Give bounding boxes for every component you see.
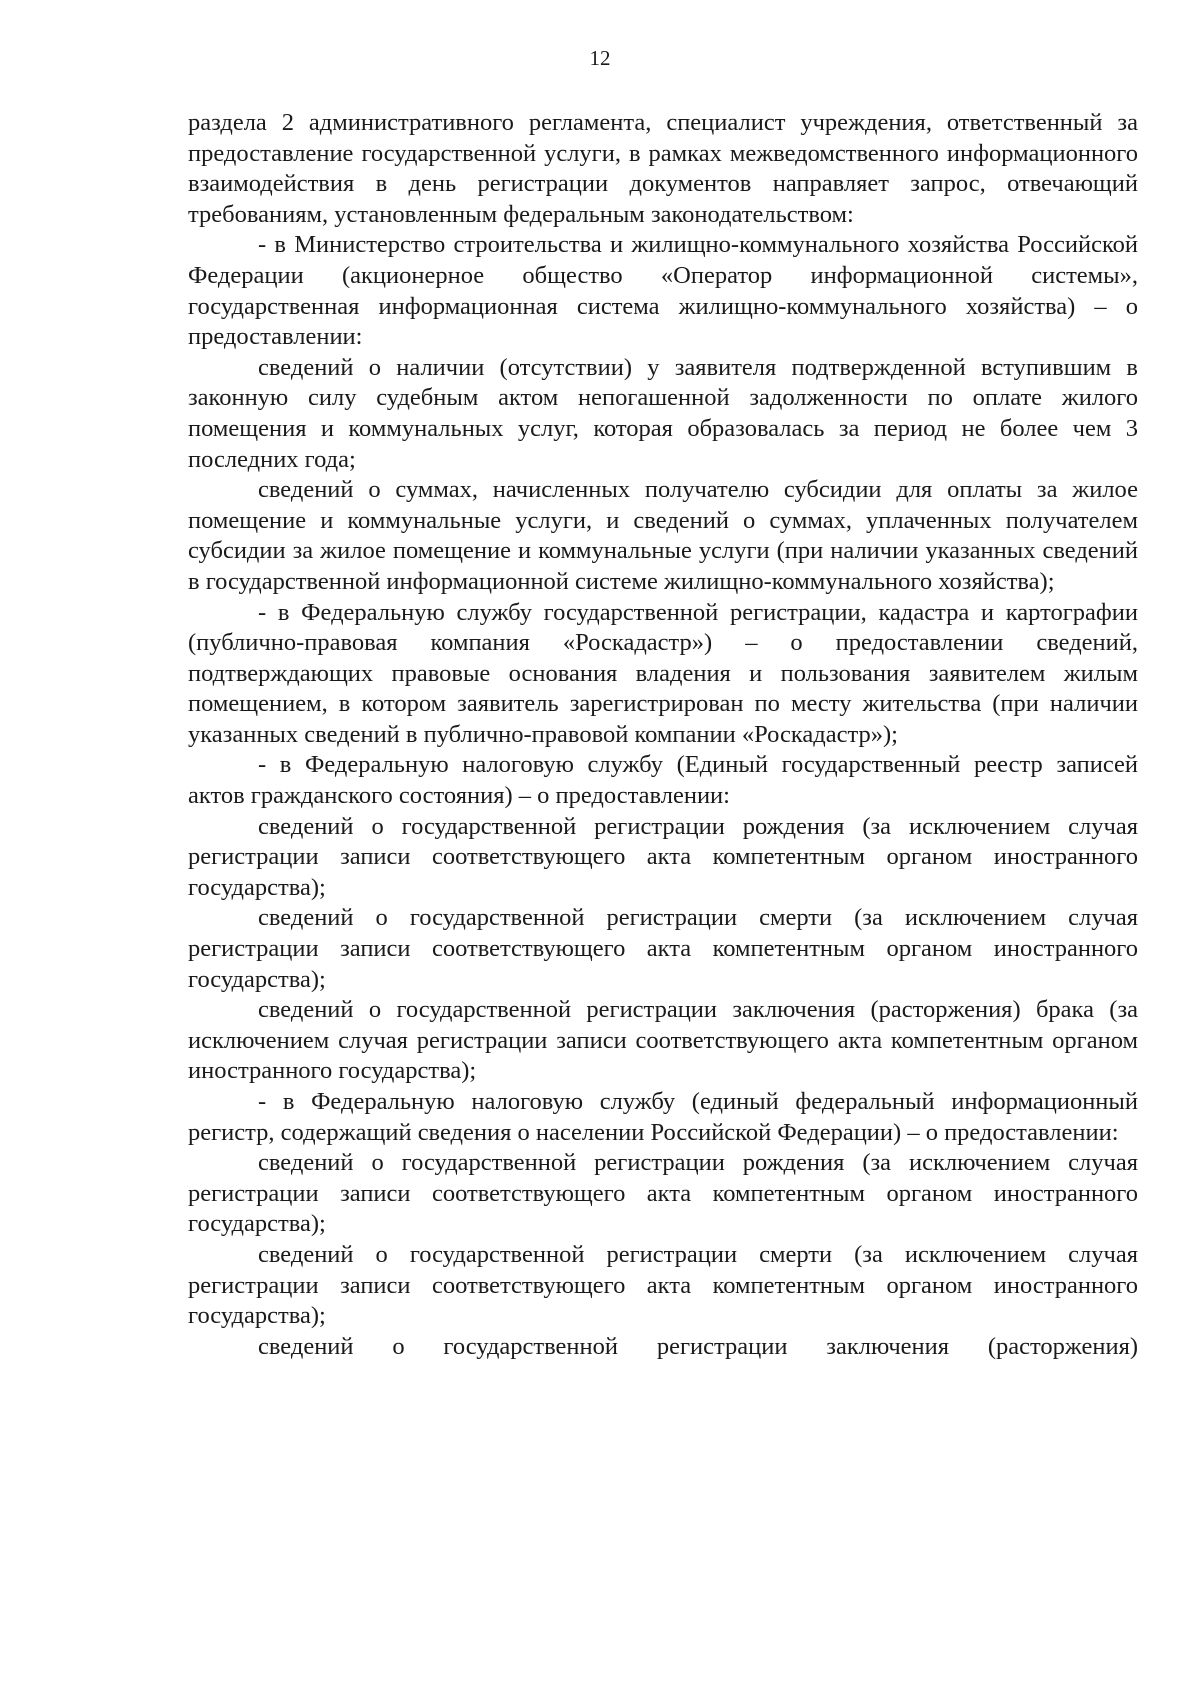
paragraph-9: сведений о государственной регистрации заключения (расторжения) брака (за исключением случая регистрации записи соответствующего акта компетентным органом иностранного государства); (188, 996, 1138, 1085)
paragraph-13: сведений о государственной регистрации заключения (расторжения) (258, 1332, 1138, 1360)
paragraph-4: сведений о суммах, начисленных получателю субсидии для оплаты за жилое помещение и коммунальные услуги, и сведений о суммах, уплаченных получателем субсидии за жилое помещение и коммунальные услуги (при наличии указанных сведений в государственной информационной системе жилищно-коммунального хозяйства); (188, 476, 1138, 595)
paragraph-7: сведений о государственной регистрации рождения (за исключением случая регистрации записи соответствующего акта компетентным органом иностранного государства); (188, 812, 1138, 901)
paragraph-8: сведений о государственной регистрации смерти (за исключением случая регистрации записи соответствующего акта компетентным органом иностранного государства); (188, 904, 1138, 993)
paragraph-1: раздела 2 административного регламента, специалист учреждения, ответственный за предоставление государственной услуги, в рамках межведомственного информационного взаимодействия в день регистрации документов направляет запрос, отвечающий требованиям, установленным федеральным законодательством: (188, 109, 1138, 228)
document-body (188, 108, 1138, 1362)
paragraph-5: - в Федеральную службу государственной регистрации, кадастра и картографии (публично-правовая компания «Роскадастр») – о предоставлении сведений, подтверждающих правовые основания владения и пользования заявителем жилым помещением, в котором заявитель зарегистрирован по месту жительства (при наличии указанных сведений в публично-правовой компании «Роскадастр»); (188, 598, 1138, 748)
paragraph-10: - в Федеральную налоговую службу (единый федеральный информационный регистр, содержащий сведения о населении Российской Федерации) – о предоставлении: (188, 1088, 1138, 1146)
paragraph-6: - в Федеральную налоговую службу (Единый государственный реестр записей актов гражданского состояния) – о предоставлении: (188, 751, 1138, 810)
page-number: 12 (589, 46, 611, 70)
paragraph-2: - в Министерство строительства и жилищно-коммунального хозяйства Российской Федерации (акционерное общество «Оператор информационной системы», государственная информационная система жилищно-коммунального хозяйства) – о предоставлении: (188, 231, 1138, 351)
paragraph-11: сведений о государственной регистрации рождения (за исключением случая регистрации записи соответствующего акта компетентным органом иностранного государства); (188, 1149, 1138, 1238)
paragraph-3: сведений о наличии (отсутствии) у заявителя подтвержденной вступившим в законную силу судебным актом непогашенной задолженности по оплате жилого помещения и коммунальных услуг, которая образовалась за период не более чем 3 последних года; (188, 353, 1138, 473)
paragraph-12: сведений о государственной регистрации смерти (за исключением случая регистрации записи соответствующего акта компетентным органом иностранного государства); (188, 1240, 1138, 1330)
